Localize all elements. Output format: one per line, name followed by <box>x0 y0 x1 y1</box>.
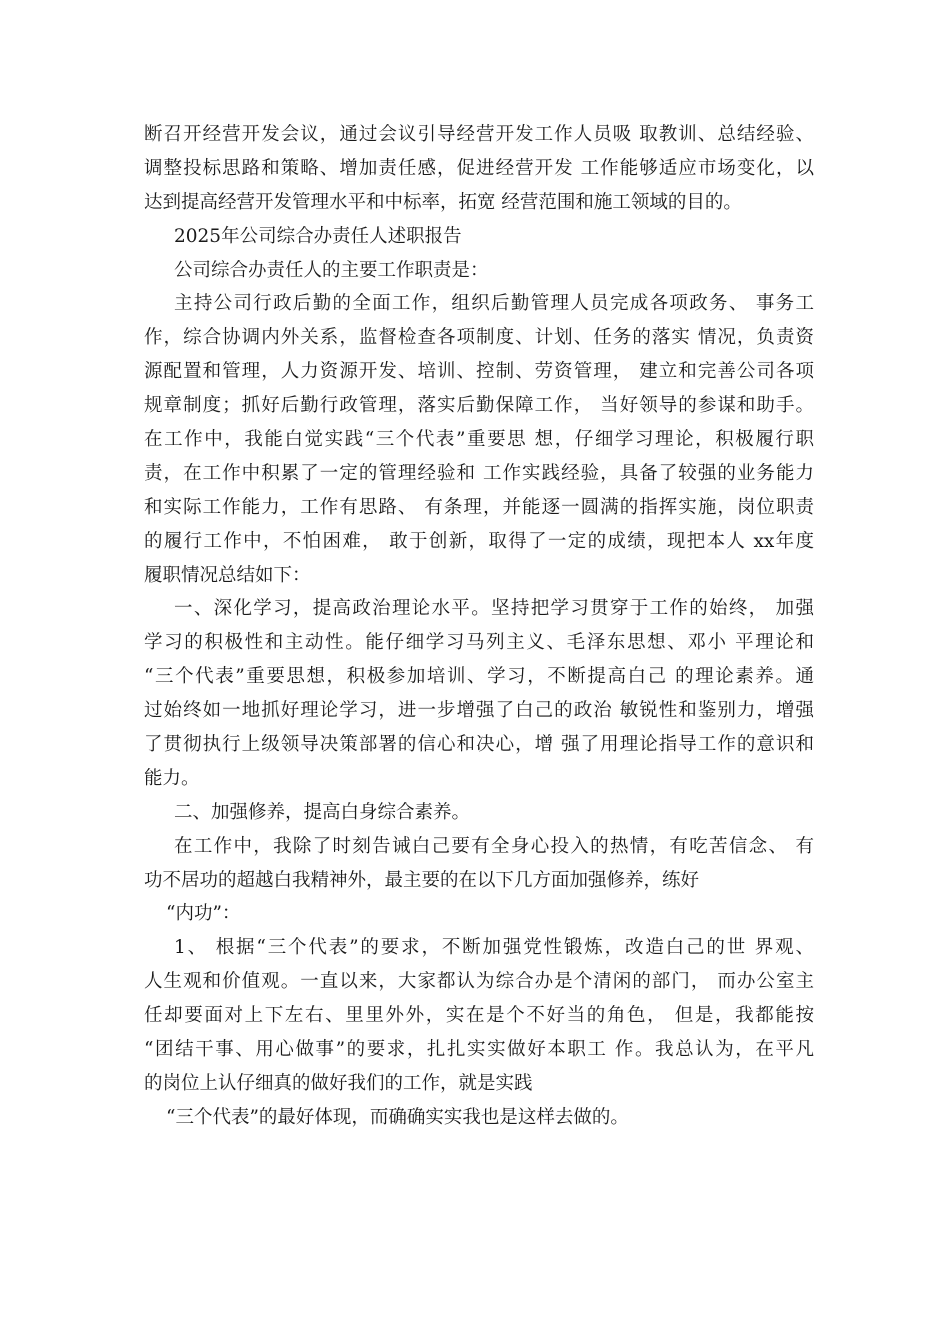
text-line: 达到提高经营开发管理水平和中标率，拓宽 经营范围和施工领域的目的。 <box>144 191 742 213</box>
text-line: 了贯彻执行上级领导决策部署的信心和决心，增 强了用理论指导工作的意识和 <box>144 734 814 756</box>
text-line: 任却要面对上下左右、里里外外，实在是个不好当的角色， 但是，我都能按 <box>144 1005 814 1027</box>
text-line: 在工作中，我能白觉实践“三个代表”重要思 想，仔细学习理论，积极履行职 <box>144 429 814 451</box>
text-line: 和实际工作能力，工作有思路、 有条理，并能逐一圆满的指挥实施，岗位职责 <box>144 496 814 518</box>
text-line: 公司综合办责任人的主要工作职责是： <box>174 259 489 281</box>
list-item: 1、 根据“三个代表”的要求，不断加强党性锻炼，改造白己的世 界观、 <box>174 937 814 959</box>
text-line: 功不居功的超越白我精神外，最主要的在以下几方面加强修养，练好 <box>144 869 700 891</box>
text-line: 履职情况总结如下： <box>144 564 311 586</box>
section-heading: 二、加强修养，提高白身综合素养。 <box>174 801 471 823</box>
text-line: 作，综合协调内外关系，监督检查各项制度、计划、任务的落实 情况，负责资 <box>144 327 814 349</box>
text-line: 源配置和管理，人力资源开发、培训、控制、劳资管理， 建立和完善公司各项 <box>144 361 814 383</box>
text-line: “团结干事、用心做事”的要求，扎扎实实做好本职工 作。我总认为，在平凡 <box>144 1039 814 1061</box>
text-line: 责，在工作中积累了一定的管理经验和 工作实践经验，具备了较强的业务能力 <box>144 462 814 484</box>
text-line: 学习的积极性和主动性。能仔细学习马列主义、毛泽东思想、邓小 平理论和 <box>144 632 814 654</box>
text-line: 的履行工作中，不怕困难， 敢于创新，取得了一定的成绩，现把本人 xx年度 <box>144 530 814 552</box>
text-line: 过始终如一地抓好理论学习，进一步增强了白己的政治 敏锐性和鉴别力，增强 <box>144 700 814 722</box>
text-line: 的岗位上认仔细真的做好我们的工作，就是实践 <box>144 1072 533 1094</box>
text-line: 能力。 <box>144 767 200 789</box>
text-line: 断召开经营开发会议，通过会议引导经营开发工作人员吸 取教训、总结经验、 <box>144 124 814 145</box>
text-line: “三个代表”的最好体现，而确确实实我也是这样去做的。 <box>166 1106 629 1128</box>
text-line: 在工作中，我除了时刻告诫白己要有全身心投入的热情，有吃苦信念、 有 <box>174 835 814 857</box>
text-line: 规章制度；抓好后勤行政管理，落实后勤保障工作， 当好领导的参谋和助手。 <box>144 395 814 417</box>
text-line: 调整投标思路和策略、增加责任感，促进经营开发 工作能够适应市场变化，以 <box>144 157 814 179</box>
text-line: “内功”： <box>166 903 241 925</box>
section-heading: 一、深化学习，提高政治理论水平。坚持把学习贯穿于工作的始终， 加强 <box>174 598 814 620</box>
document-body <box>144 118 814 1135</box>
report-title: 2025年公司综合办责任人述职报告 <box>174 225 462 247</box>
text-line: 人生观和价值观。一直以来，大家都认为综合办是个清闲的部门， 而办公室主 <box>144 971 814 993</box>
text-line: “三个代表”重要思想，积极参加培训、学习，不断提高白己 的理论素养。通 <box>144 666 814 688</box>
text-line: 主持公司行政后勤的全面工作，组织后勤管理人员完成各项政务、 事务工 <box>174 293 814 315</box>
